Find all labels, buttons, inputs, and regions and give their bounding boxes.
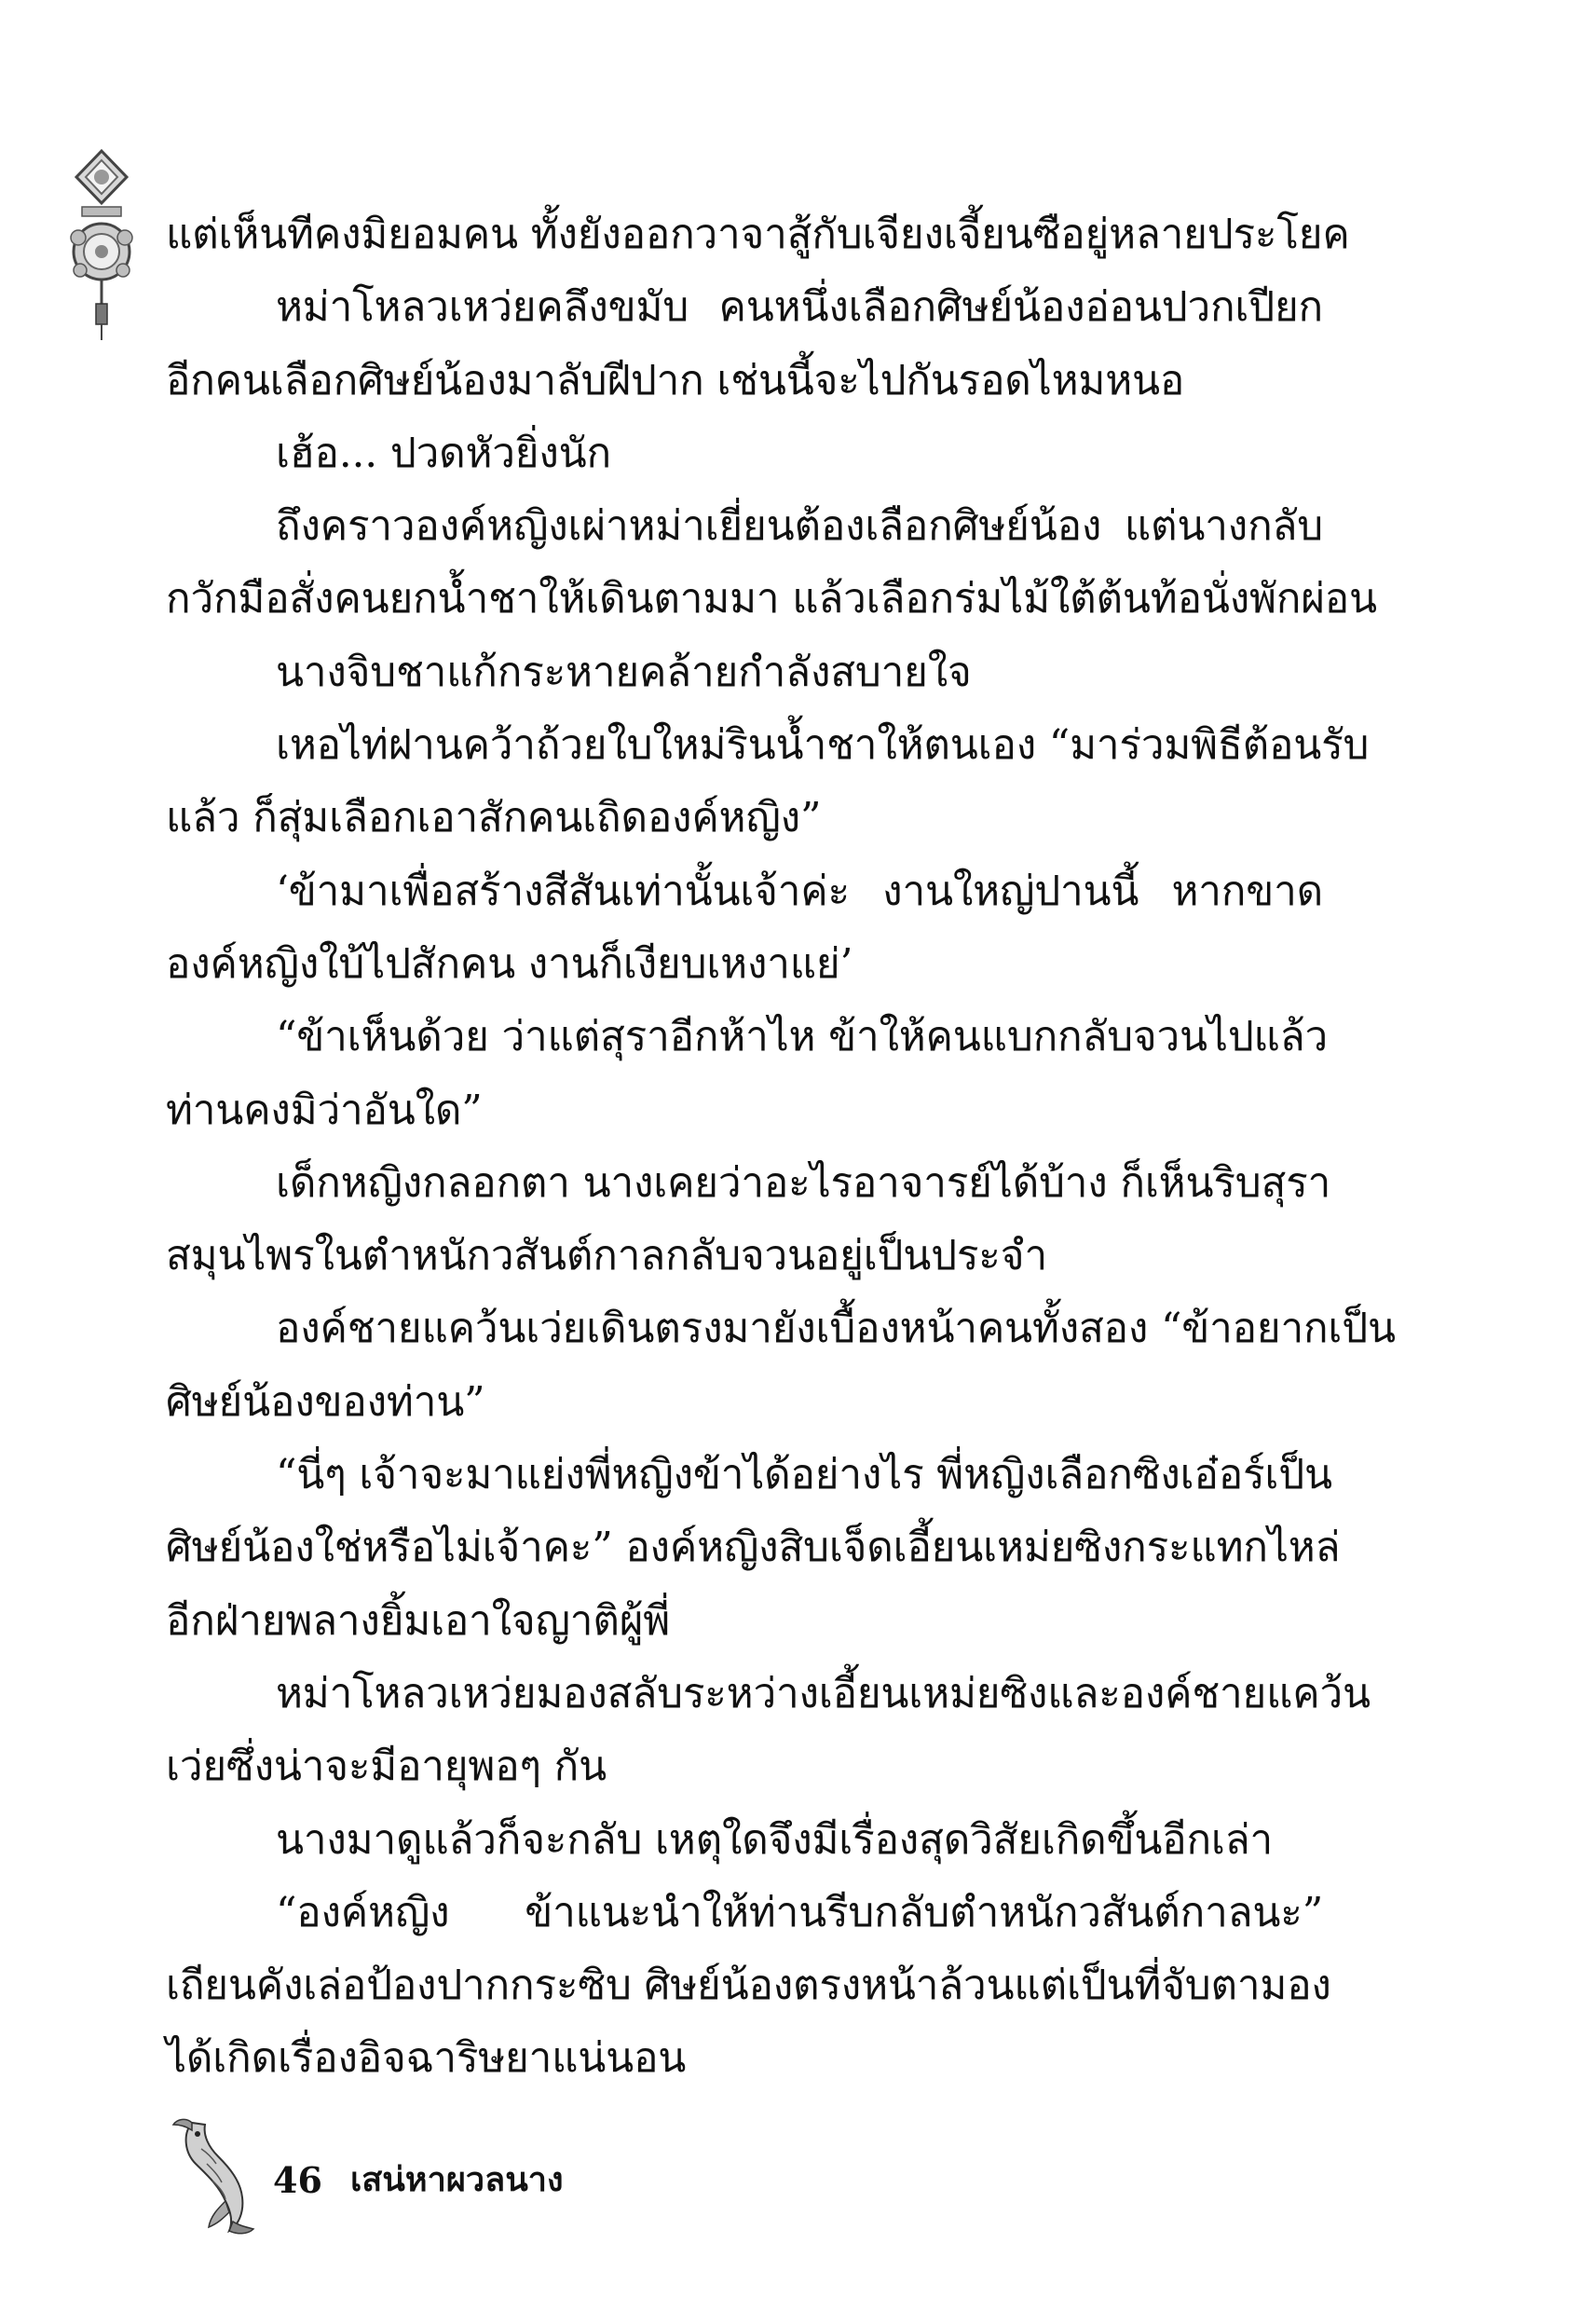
text-line: เฮ้อ... ปวดหัวยิ่งนัก: [276, 429, 611, 477]
text-line: ศิษย์น้องของท่าน”: [166, 1377, 485, 1426]
text-line: แล้ว ก็สุ่มเลือกเอาสักคนเถิดองค์หญิง”: [166, 794, 822, 842]
text-line: ได้เกิดเรื่องอิจฉาริษยาแน่นอน: [166, 2034, 687, 2083]
koi-fish-icon: [164, 2115, 257, 2236]
text-line: เถียนคังเล่อป้องปากกระซิบ ศิษย์น้องตรงหน้าล้วนแต่เป็นที่จับตามอง: [166, 1962, 1331, 2010]
text-line: องค์ชายแคว้นเว่ยเดินตรงมายังเบื้องหน้าคนทั้งสอง “ข้าอยากเป็น: [276, 1305, 1396, 1353]
page-number: 46: [273, 2159, 322, 2201]
text-line: “องค์หญิง ข้าแนะนำให้ท่านรีบกลับตำหนักวสันต์กาลนะ”: [276, 1888, 1323, 1936]
page-footer: [164, 2115, 723, 2236]
text-line: นางจิบชาแก้กระหายคล้ายกำลังสบายใจ: [276, 648, 972, 696]
text-line: เว่ยซึ่งน่าจะมีอายุพอๆ กัน: [166, 1743, 607, 1791]
book-title: เสน่หาผวลนาง: [350, 2161, 564, 2199]
text-line: “นี่ๆ เจ้าจะมาแย่งพี่หญิงข้าได้อย่างไร พี่หญิงเลือกซิงเอ๋อร์เป็น: [276, 1451, 1332, 1499]
text-line: ‘ข้ามาเพื่อสร้างสีสันเท่านั้นเจ้าค่ะ งานใหญ่ปานนี้ หากขาด: [276, 867, 1323, 915]
text-line: อีกฝ่ายพลางยิ้มเอาใจญาติผู้พี่: [166, 1596, 671, 1645]
body-text: [166, 198, 1396, 2096]
text-line: “ข้าเห็นด้วย ว่าแต่สุราอีกห้าไห ข้าให้คนแบกกลับจวนไปแล้ว: [276, 1013, 1328, 1061]
text-line: แต่เห็นทีคงมิยอมคน ทั้งยังออกวาจาสู้กับเจียงเจี้ยนซือยู่หลายประโยค: [166, 211, 1350, 258]
text-line: ถึงคราวองค์หญิงเผ่าหม่าเยี่ยนต้องเลือกศิษย์น้อง แต่นางกลับ: [276, 502, 1323, 551]
text-line: องค์หญิงใบ้ไปสักคน งานก็เงียบเหงาแย่’: [166, 939, 853, 988]
text-line: เด็กหญิงกลอกตา นางเคยว่าอะไรอาจารย์ได้บ้าง ก็เห็นริบสุรา: [276, 1158, 1331, 1207]
text-line: เหอไท่ฝานคว้าถ้วยใบใหม่รินน้ำชาให้ตนเอง “มาร่วมพิธีต้อนรับ: [276, 721, 1370, 770]
text-line: สมุนไพรในตำหนักวสันต์กาลกลับจวนอยู่เป็นประจำ: [166, 1232, 1048, 1280]
decorative-ornament-icon: [69, 149, 134, 345]
text-line: หม่าโหลวเหว่ยคลึงขมับ คนหนึ่งเลือกศิษย์น้องอ่อนปวกเปียก: [276, 283, 1323, 332]
text-line: นางมาดูแล้วก็จะกลับ เหตุใดจึงมีเรื่องสุดวิสัยเกิดขึ้นอีกเล่า: [276, 1815, 1274, 1864]
text-line: ศิษย์น้องใช่หรือไม่เจ้าคะ” องค์หญิงสิบเจ็ดเอี้ยนเหม่ยซิงกระแทกไหล่: [166, 1524, 1341, 1572]
text-line: ท่านคงมิว่าอันใด”: [166, 1086, 483, 1134]
text-line: หม่าโหลวเหว่ยมองสลับระหว่างเอี้ยนเหม่ยซิงและองค์ชายแคว้น: [276, 1669, 1371, 1717]
text-line: อีกคนเลือกศิษย์น้องมาลับฝีปาก เช่นนี้จะไปกันรอดไหมหนอ: [166, 356, 1185, 404]
text-line: กวักมือสั่งคนยกน้ำชาให้เดินตามมา แล้วเลือกร่มไม้ใต้ต้นท้อนั่งพักผ่อน: [166, 575, 1377, 623]
